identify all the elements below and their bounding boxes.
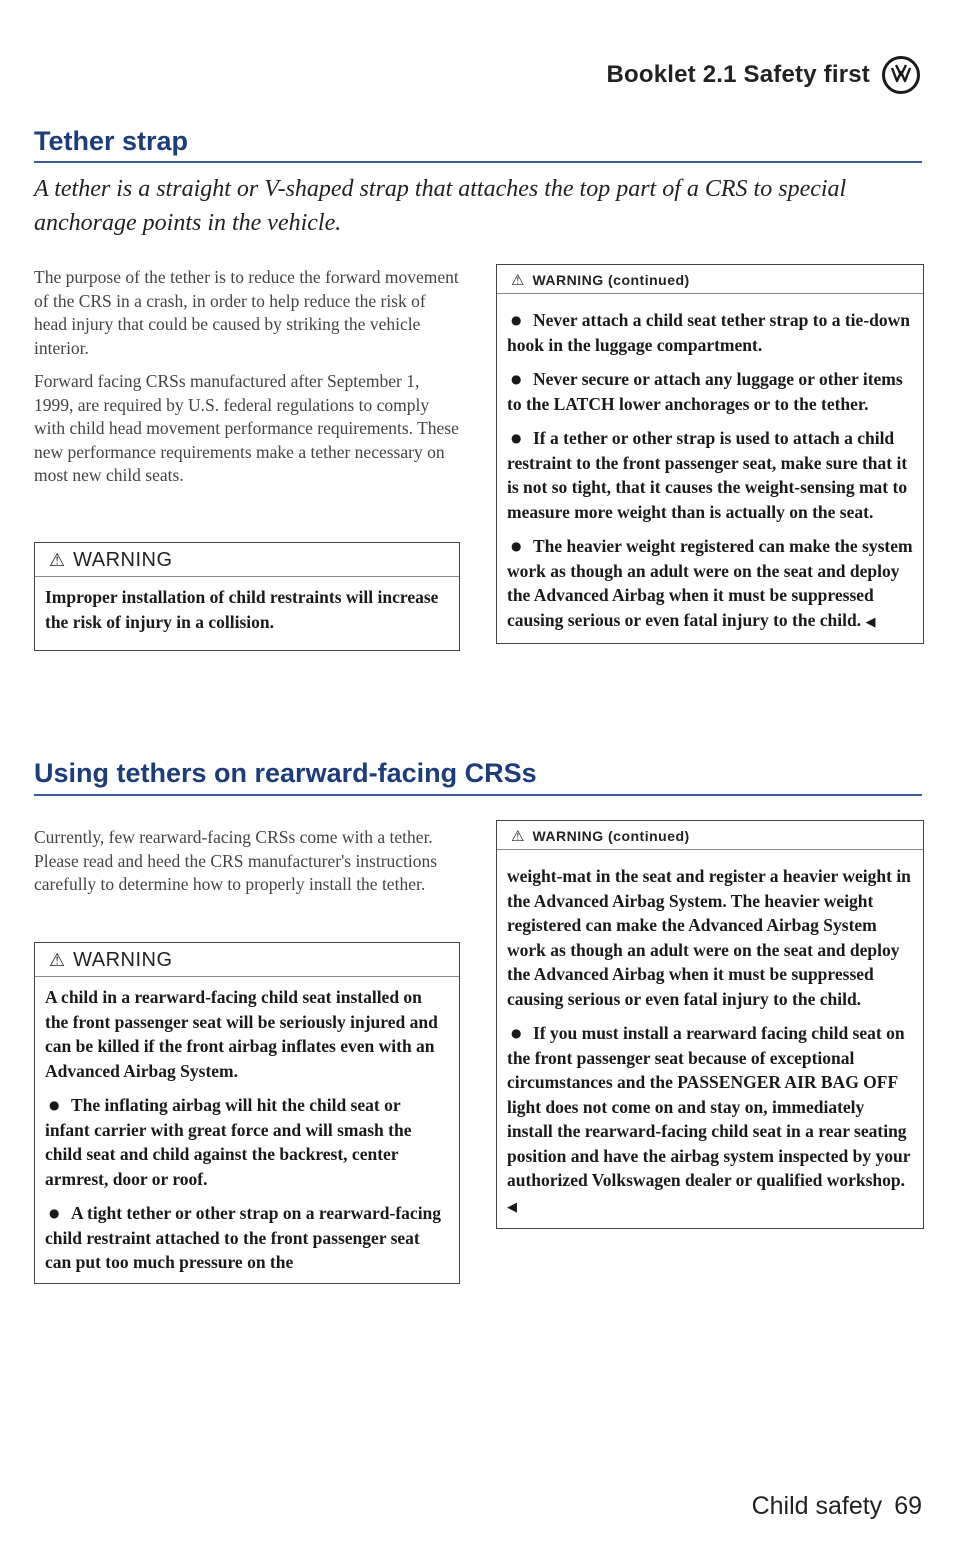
booklet-title: Booklet 2.1 Safety first bbox=[606, 61, 870, 88]
bullet-icon: ● bbox=[49, 1098, 60, 1112]
warning-continued-box-rearward bbox=[496, 820, 924, 1229]
bullet-icon: ● bbox=[511, 431, 522, 445]
vw-logo-icon bbox=[882, 56, 920, 94]
end-marker-icon: ◀ bbox=[507, 1199, 517, 1215]
warning-body bbox=[35, 977, 459, 1283]
warning-continued-body bbox=[497, 850, 923, 1228]
section-title-tether-strap: Tether strap bbox=[34, 126, 189, 156]
warning-bullet: ● If you must install a rearward facing child seat on the front passenger seat because of exceptional circumstances and the PASSENGER AIR BAG OFF light does not come on and stay on, immediately install the rearward-facing child seat in a rear seating position and have the airbag system inspected by your authorized Volkswagen dealer or qualified workshop. ◀ bbox=[507, 1023, 911, 1215]
warning-body bbox=[35, 577, 459, 650]
page-number: 69 bbox=[894, 1492, 922, 1520]
left-column-2 bbox=[34, 826, 462, 907]
page-footer bbox=[752, 1492, 922, 1521]
warning-label: WARNING bbox=[73, 949, 173, 971]
section-rule bbox=[34, 794, 922, 796]
paragraph-purpose: The purpose of the tether is to reduce the forward movement of the CRS in a crash, in order to help reduce the risk of head injury that could be caused by striking the vehicle interior. bbox=[34, 267, 459, 358]
warning-triangle-icon: ⚠ bbox=[511, 271, 525, 289]
warning-bullet: ● Never secure or attach any luggage or other items to the LATCH lower anchorages or to the tether. bbox=[507, 369, 903, 414]
warning-continued-header bbox=[497, 265, 923, 294]
bullet-icon: ● bbox=[511, 1026, 522, 1040]
warning-bullet: ● The inflating airbag will hit the child seat or infant carrier with great force and will smash the child seat and child against the backrest, center armrest, door or roof. bbox=[45, 1095, 412, 1189]
warning-bullet: ● A tight tether or other strap on a rearward-facing child restraint attached to the front passenger seat can put too much pressure on the bbox=[45, 1203, 442, 1272]
warning-continued-body bbox=[497, 294, 923, 643]
footer-section: Child safety bbox=[751, 1492, 883, 1520]
warning-intro: weight-mat in the seat and register a heavier weight in the Advanced Airbag System. The heavier weight registered can make the Advanced Airbag System work as though an adult were on the seat and deploy the Advanced Airbag when it must be suppressed causing serious or even fatal injury to the child. bbox=[507, 866, 911, 1009]
section-lead: A tether is a straight or V-shaped strap that attaches the top part of a CRS to special anchorage points in the vehicle. bbox=[34, 176, 847, 236]
warning-continued-box bbox=[496, 264, 924, 644]
warning-triangle-icon: ⚠ bbox=[49, 550, 66, 571]
warning-triangle-icon: ⚠ bbox=[511, 827, 525, 845]
paragraph-currently: Currently, few rearward-facing CRSs come with a tether. Please read and heed the CRS manufacturer's instructions carefully to determine how to properly install the tether. bbox=[34, 827, 438, 894]
page-header bbox=[606, 56, 920, 94]
section-title-rearward-tethers: Using tethers on rearward-facing CRSs bbox=[34, 758, 537, 788]
end-marker-icon: ◀ bbox=[865, 614, 876, 630]
warning-header bbox=[35, 543, 459, 577]
warning-bullet: ● Never attach a child seat tether strap to a tie-down hook in the luggage compartment. bbox=[507, 310, 910, 355]
warning-box bbox=[34, 542, 460, 651]
warning-text: Improper installation of child restraints will increase the risk of injury in a collision. bbox=[45, 587, 439, 632]
left-column-1 bbox=[34, 266, 462, 498]
warning-continued-label: WARNING (continued) bbox=[532, 828, 690, 844]
bullet-icon: ● bbox=[511, 372, 522, 386]
section-rule bbox=[34, 161, 922, 163]
warning-label: WARNING bbox=[73, 549, 173, 571]
bullet-icon: ● bbox=[511, 539, 522, 553]
warning-continued-header bbox=[497, 821, 923, 850]
bullet-icon: ● bbox=[511, 313, 522, 327]
warning-continued-label: WARNING (continued) bbox=[532, 272, 690, 288]
bullet-icon: ● bbox=[49, 1206, 60, 1220]
warning-triangle-icon: ⚠ bbox=[49, 950, 66, 971]
warning-box-rearward bbox=[34, 942, 460, 1284]
warning-bullet: ● The heavier weight registered can make the system work as though an adult were on the seat and deploy the Advanced Airbag when it must be suppressed causing serious or even fatal injury to the child. ◀ bbox=[507, 536, 913, 630]
warning-intro: A child in a rearward-facing child seat installed on the front passenger seat will be seriously injured and can be killed if the front airbag inflates even with an Advanced Airbag System. bbox=[45, 987, 438, 1081]
paragraph-forward-facing: Forward facing CRSs manufactured after September 1, 1999, are required by U.S. federal regulations to comply with child head movement performance requirements. These new performance requirements make a tether necessary on most new child seats. bbox=[34, 371, 459, 485]
warning-bullet: ● If a tether or other strap is used to attach a child restraint to the front passenger seat, make sure that it is not so tight, that it causes the weight-sensing mat to measure more weight than is actually on the seat. bbox=[507, 428, 908, 522]
warning-header bbox=[35, 943, 459, 977]
